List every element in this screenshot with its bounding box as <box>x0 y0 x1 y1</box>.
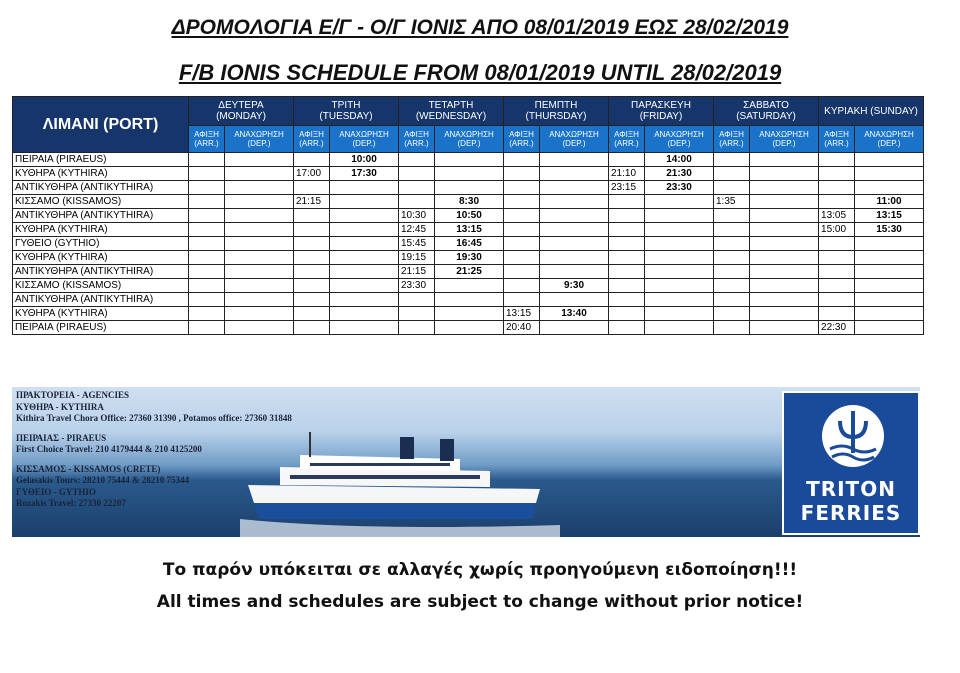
departure-label: (DEP.) <box>877 139 901 148</box>
arrival-label: (ARR.) <box>614 139 639 148</box>
arrival-time <box>819 307 855 321</box>
departure-time <box>750 265 819 279</box>
arrival-time <box>294 279 330 293</box>
table-row <box>13 223 924 237</box>
arrival-label: ΑΦΙΞΗ <box>509 130 534 139</box>
table-row <box>13 265 924 279</box>
day-header <box>819 97 924 126</box>
agency-kissamos-detail: Gelasakis Tours: 28210 75444 & 28210 75344 <box>16 475 190 485</box>
departure-time <box>225 279 294 293</box>
arrival-header <box>189 126 225 153</box>
arrival-time <box>609 321 645 335</box>
arrival-header <box>714 126 750 153</box>
day-name-english: (FRIDAY) <box>639 111 683 122</box>
arrival-time <box>189 195 225 209</box>
arrival-time <box>609 209 645 223</box>
departure-time <box>855 293 924 307</box>
day-header <box>189 97 294 126</box>
arrival-time <box>189 279 225 293</box>
day-header <box>504 97 609 126</box>
departure-time <box>855 251 924 265</box>
departure-time: 10:50 <box>435 209 504 223</box>
arrival-label: (ARR.) <box>509 139 534 148</box>
departure-time <box>225 209 294 223</box>
day-name-english: (MONDAY) <box>216 111 266 122</box>
arrival-time <box>504 195 540 209</box>
departure-time: 21:25 <box>435 265 504 279</box>
departure-time <box>855 167 924 181</box>
arrival-time <box>399 293 435 307</box>
arrival-label: ΑΦΙΞΗ <box>299 130 324 139</box>
arrival-header <box>399 126 435 153</box>
departure-time <box>540 195 609 209</box>
logo-text-line1: TRITON <box>806 477 896 501</box>
departure-time <box>750 307 819 321</box>
agencies-banner <box>12 387 920 537</box>
departure-time <box>225 181 294 195</box>
arrival-time: 19:15 <box>399 251 435 265</box>
port-name: ΚΥΘΗΡΑ (KYTHIRA) <box>13 251 189 265</box>
departure-time <box>225 237 294 251</box>
arrival-time <box>609 265 645 279</box>
arrival-time: 12:45 <box>399 223 435 237</box>
agency-kythira-title: ΚΥΘΗΡΑ - ΚΥΤΗΙRΑ <box>16 401 104 412</box>
departure-time: 19:30 <box>435 251 504 265</box>
arrival-time <box>609 307 645 321</box>
arrival-time <box>609 223 645 237</box>
port-name: ΠΕΙΡΑΙΑ (PIRAEUS) <box>13 321 189 335</box>
departure-time <box>645 209 714 223</box>
departure-time: 23:30 <box>645 181 714 195</box>
table-row <box>13 293 924 307</box>
arrival-time <box>189 237 225 251</box>
departure-time <box>645 307 714 321</box>
table-row <box>13 181 924 195</box>
departure-time <box>750 251 819 265</box>
arrival-time <box>189 181 225 195</box>
departure-time <box>435 181 504 195</box>
arrival-time <box>189 265 225 279</box>
port-name: ΑΝΤΙΚΥΘΗΡΑ (ANTIKYTHIRA) <box>13 293 189 307</box>
departure-label: ΑΝΑΧΩΡΗΣΗ <box>759 130 809 139</box>
arrival-label: ΑΦΙΞΗ <box>194 130 219 139</box>
departure-time <box>225 195 294 209</box>
arrival-time <box>714 265 750 279</box>
departure-time <box>750 209 819 223</box>
arrival-label: ΑΦΙΞΗ <box>719 130 744 139</box>
arrival-time <box>399 307 435 321</box>
departure-time <box>750 181 819 195</box>
departure-label: (DEP.) <box>667 139 691 148</box>
arrival-time <box>189 167 225 181</box>
departure-label: ΑΝΑΧΩΡΗΣΗ <box>549 130 599 139</box>
arrival-time <box>504 251 540 265</box>
port-name: ΠΕΙΡΑΙΑ (PIRAEUS) <box>13 153 189 167</box>
departure-time: 10:00 <box>330 153 399 167</box>
departure-time <box>435 279 504 293</box>
departure-time <box>645 251 714 265</box>
arrival-time: 13:15 <box>504 307 540 321</box>
departure-time <box>855 265 924 279</box>
departure-time: 8:30 <box>435 195 504 209</box>
departure-time: 13:15 <box>435 223 504 237</box>
departure-label: (DEP.) <box>247 139 271 148</box>
arrival-time <box>714 237 750 251</box>
arrival-time <box>819 153 855 167</box>
departure-time <box>855 181 924 195</box>
departure-time <box>855 153 924 167</box>
departure-time <box>645 279 714 293</box>
departure-time <box>645 265 714 279</box>
port-name: ΓΥΘΕΙΟ (GYTHIO) <box>13 237 189 251</box>
departure-label: ΑΝΑΧΩΡΗΣΗ <box>864 130 914 139</box>
arrival-time: 10:30 <box>399 209 435 223</box>
agency-kissamos-title: ΚΙΣΣΑΜΟΣ - KISSAMOS (CRETE) <box>16 463 161 474</box>
departure-time <box>855 307 924 321</box>
arrival-time <box>294 153 330 167</box>
notice-greek: Το παρόν υπόκειται σε αλλαγές χωρίς προηγούμενη ειδοποίηση!!! <box>162 560 798 580</box>
arrival-time <box>714 279 750 293</box>
agency-gythio-detail: Rozakis Travel: 27330 22207 <box>16 498 126 508</box>
arrival-time <box>819 195 855 209</box>
departure-time <box>435 293 504 307</box>
schedule-table <box>12 96 924 335</box>
arrival-time <box>399 167 435 181</box>
departure-header <box>435 126 504 153</box>
arrival-time: 23:30 <box>399 279 435 293</box>
arrival-time <box>819 265 855 279</box>
departure-time <box>540 153 609 167</box>
arrival-time <box>294 293 330 307</box>
arrival-time <box>609 237 645 251</box>
arrival-time <box>399 153 435 167</box>
departure-time <box>750 223 819 237</box>
arrival-time: 21:15 <box>294 195 330 209</box>
departure-time <box>225 321 294 335</box>
day-name-english: (SATURDAY) <box>736 111 796 122</box>
arrival-time <box>399 195 435 209</box>
arrival-time <box>714 293 750 307</box>
arrival-time <box>399 181 435 195</box>
departure-time <box>225 251 294 265</box>
arrival-time: 23:15 <box>609 181 645 195</box>
arrival-time: 21:10 <box>609 167 645 181</box>
departure-time <box>330 321 399 335</box>
arrival-time: 17:00 <box>294 167 330 181</box>
departure-time <box>750 279 819 293</box>
arrival-label: (ARR.) <box>719 139 744 148</box>
day-name: ΤΡΙΤΗ <box>331 100 361 111</box>
departure-time: 14:00 <box>645 153 714 167</box>
departure-time <box>330 181 399 195</box>
departure-time: 16:45 <box>435 237 504 251</box>
table-row <box>13 167 924 181</box>
departure-time <box>225 265 294 279</box>
arrival-time <box>189 209 225 223</box>
departure-time <box>225 223 294 237</box>
arrival-time <box>504 279 540 293</box>
port-name: ΑΝΤΙΚΥΘΗΡΑ (ANTIKYTHIRA) <box>13 265 189 279</box>
day-header <box>609 97 714 126</box>
day-name: ΠΑΡΑΣΚΕΥΗ <box>631 100 691 111</box>
day-name: ΠΕΜΠΤΗ <box>534 100 578 111</box>
arrival-time <box>504 293 540 307</box>
table-row <box>13 237 924 251</box>
departure-time <box>540 223 609 237</box>
arrival-time <box>504 181 540 195</box>
departure-label: (DEP.) <box>772 139 796 148</box>
arrival-time <box>504 223 540 237</box>
departure-label: (DEP.) <box>457 139 481 148</box>
arrival-time <box>819 167 855 181</box>
arrival-time: 15:00 <box>819 223 855 237</box>
arrival-time: 20:40 <box>504 321 540 335</box>
arrival-label: ΑΦΙΞΗ <box>404 130 429 139</box>
day-name: ΚΥΡΙΑΚΗ (SUNDAY) <box>824 105 918 117</box>
trident-icon <box>820 403 886 469</box>
departure-time <box>540 251 609 265</box>
arrival-time <box>399 321 435 335</box>
table-row <box>13 251 924 265</box>
arrival-time <box>504 237 540 251</box>
departure-time <box>540 293 609 307</box>
departure-time <box>330 195 399 209</box>
departure-time <box>750 293 819 307</box>
arrival-time <box>189 153 225 167</box>
arrival-time <box>504 167 540 181</box>
table-row <box>13 307 924 321</box>
notice-english: All times and schedules are subject to change without prior notice! <box>156 592 804 612</box>
arrival-time <box>294 209 330 223</box>
departure-time <box>225 307 294 321</box>
day-header <box>714 97 819 126</box>
departure-time <box>645 321 714 335</box>
departure-time <box>645 293 714 307</box>
departure-time: 13:40 <box>540 307 609 321</box>
arrival-time <box>819 251 855 265</box>
arrival-header <box>609 126 645 153</box>
arrival-time <box>294 181 330 195</box>
arrival-time <box>294 237 330 251</box>
departure-time <box>330 251 399 265</box>
agency-piraeus-title: ΠΕΙΡΑΙΑΣ - PIRAEUS <box>16 432 107 443</box>
arrival-time <box>504 209 540 223</box>
departure-time: 13:15 <box>855 209 924 223</box>
port-name: ΚΥΘΗΡΑ (KYTHIRA) <box>13 307 189 321</box>
departure-time <box>540 237 609 251</box>
departure-time <box>750 321 819 335</box>
arrival-time <box>714 209 750 223</box>
arrival-label: ΑΦΙΞΗ <box>614 130 639 139</box>
arrival-label: ΑΦΙΞΗ <box>824 130 849 139</box>
departure-time <box>855 237 924 251</box>
day-name: ΔΕΥΤΕΡΑ <box>218 100 264 111</box>
arrival-time <box>504 153 540 167</box>
arrival-time <box>609 195 645 209</box>
arrival-time <box>189 223 225 237</box>
departure-time <box>435 153 504 167</box>
departure-label: ΑΝΑΧΩΡΗΣΗ <box>654 130 704 139</box>
port-name: ΚΙΣΣΑΜΟ (KISSAMOS) <box>13 279 189 293</box>
port-name: ΑΝΤΙΚΥΘΗΡΑ (ANTIKYTHIRA) <box>13 181 189 195</box>
departure-header <box>225 126 294 153</box>
arrival-label: (ARR.) <box>404 139 429 148</box>
departure-header <box>330 126 399 153</box>
departure-time <box>540 265 609 279</box>
port-column-header: ΛΙΜΑΝΙ (PORT) <box>13 97 189 153</box>
departure-time <box>750 237 819 251</box>
arrival-time: 15:45 <box>399 237 435 251</box>
agency-kythira-detail: Kithira Travel Chora Office: 27360 31390 , Potamos office: 27360 31848 <box>16 413 292 423</box>
day-name-english: (WEDNESDAY) <box>415 111 487 122</box>
arrival-time <box>714 321 750 335</box>
arrival-time <box>294 251 330 265</box>
departure-time <box>330 237 399 251</box>
arrival-time <box>189 251 225 265</box>
departure-label: ΑΝΑΧΩΡΗΣΗ <box>234 130 284 139</box>
day-header <box>294 97 399 126</box>
arrival-time <box>609 279 645 293</box>
arrival-header <box>504 126 540 153</box>
day-name-english: (TUESDAY) <box>319 111 373 122</box>
arrival-time <box>504 265 540 279</box>
arrival-time <box>819 237 855 251</box>
arrival-time: 13:05 <box>819 209 855 223</box>
departure-time <box>750 195 819 209</box>
arrival-time <box>294 223 330 237</box>
departure-label: (DEP.) <box>352 139 376 148</box>
arrival-time: 22:30 <box>819 321 855 335</box>
arrival-label: (ARR.) <box>194 139 219 148</box>
departure-time <box>330 279 399 293</box>
agency-gythio-title: ΓΥΘΕΙΟ - GYTHIO <box>16 486 96 497</box>
ferry-ship-image <box>240 427 560 537</box>
departure-time <box>540 181 609 195</box>
departure-time <box>540 167 609 181</box>
day-name: ΤΕΤΑΡΤΗ <box>428 100 474 111</box>
title-greek: ΔΡΟΜΟΛΟΓΙΑ Ε/Γ - Ο/Γ ΙΟΝΙΣ ΑΠΟ 08/01/2019 ΕΩΣ 28/02/2019 <box>171 16 789 39</box>
departure-time <box>330 265 399 279</box>
departure-time: 9:30 <box>540 279 609 293</box>
port-name: ΚΥΘΗΡΑ (KYTHIRA) <box>13 223 189 237</box>
arrival-time <box>714 307 750 321</box>
arrival-time <box>189 321 225 335</box>
departure-time: 11:00 <box>855 195 924 209</box>
departure-time <box>435 321 504 335</box>
departure-time <box>750 153 819 167</box>
arrival-time <box>714 223 750 237</box>
departure-time: 21:30 <box>645 167 714 181</box>
day-name: ΣΑΒΒΑΤΟ <box>743 100 789 111</box>
departure-time <box>435 167 504 181</box>
arrival-time <box>294 307 330 321</box>
departure-time <box>225 167 294 181</box>
arrival-time: 21:15 <box>399 265 435 279</box>
day-name-english: (THURSDAY) <box>525 111 587 122</box>
agencies-heading: ΠΡΑΚΤΟΡΕΙΑ - AGENCIES <box>16 390 130 400</box>
table-row <box>13 321 924 335</box>
departure-time <box>330 293 399 307</box>
arrival-time <box>819 181 855 195</box>
departure-label: ΑΝΑΧΩΡΗΣΗ <box>339 130 389 139</box>
arrival-label: (ARR.) <box>299 139 324 148</box>
departure-time <box>330 223 399 237</box>
departure-time <box>750 167 819 181</box>
departure-time <box>540 209 609 223</box>
arrival-header <box>819 126 855 153</box>
departure-time <box>855 279 924 293</box>
departure-time <box>540 321 609 335</box>
departure-label: (DEP.) <box>562 139 586 148</box>
departure-time <box>225 293 294 307</box>
arrival-time: 1:35 <box>714 195 750 209</box>
departure-time <box>855 321 924 335</box>
arrival-time <box>819 279 855 293</box>
arrival-label: (ARR.) <box>824 139 849 148</box>
departure-header <box>855 126 924 153</box>
arrival-time <box>189 293 225 307</box>
agency-piraeus-detail: First Choice Travel: 210 4179444 & 210 4125200 <box>16 444 202 454</box>
day-header-row <box>13 97 924 126</box>
arrival-time <box>714 167 750 181</box>
arrival-time <box>609 251 645 265</box>
port-name: ΚΥΘΗΡΑ (KYTHIRA) <box>13 167 189 181</box>
arrival-time <box>819 293 855 307</box>
arrival-time <box>609 153 645 167</box>
triton-ferries-logo <box>782 391 920 535</box>
port-name: ΚΙΣΣΑΜΟ (KISSAMOS) <box>13 195 189 209</box>
table-row <box>13 153 924 167</box>
logo-text-line2: FERRIES <box>800 501 902 525</box>
departure-time <box>225 153 294 167</box>
departure-header <box>750 126 819 153</box>
departure-time <box>645 237 714 251</box>
departure-time <box>330 307 399 321</box>
table-row <box>13 195 924 209</box>
port-name: ΑΝΤΙΚΥΘΗΡΑ (ANTIKYTHIRA) <box>13 209 189 223</box>
departure-header <box>645 126 714 153</box>
table-row <box>13 209 924 223</box>
departure-time <box>645 223 714 237</box>
departure-label: ΑΝΑΧΩΡΗΣΗ <box>444 130 494 139</box>
arrival-time <box>609 293 645 307</box>
table-row <box>13 279 924 293</box>
departure-time: 17:30 <box>330 167 399 181</box>
day-header <box>399 97 504 126</box>
arrival-time <box>294 321 330 335</box>
arrival-time <box>714 251 750 265</box>
departure-time <box>330 209 399 223</box>
departure-time <box>435 307 504 321</box>
arrival-header <box>294 126 330 153</box>
arrival-time <box>714 153 750 167</box>
arrival-time <box>189 307 225 321</box>
title-english: F/B IONIS SCHEDULE FROM 08/01/2019 UNTIL 28/02/2019 <box>178 60 782 85</box>
departure-header <box>540 126 609 153</box>
arrival-time <box>714 181 750 195</box>
arrival-time <box>294 265 330 279</box>
departure-time: 15:30 <box>855 223 924 237</box>
departure-time <box>645 195 714 209</box>
